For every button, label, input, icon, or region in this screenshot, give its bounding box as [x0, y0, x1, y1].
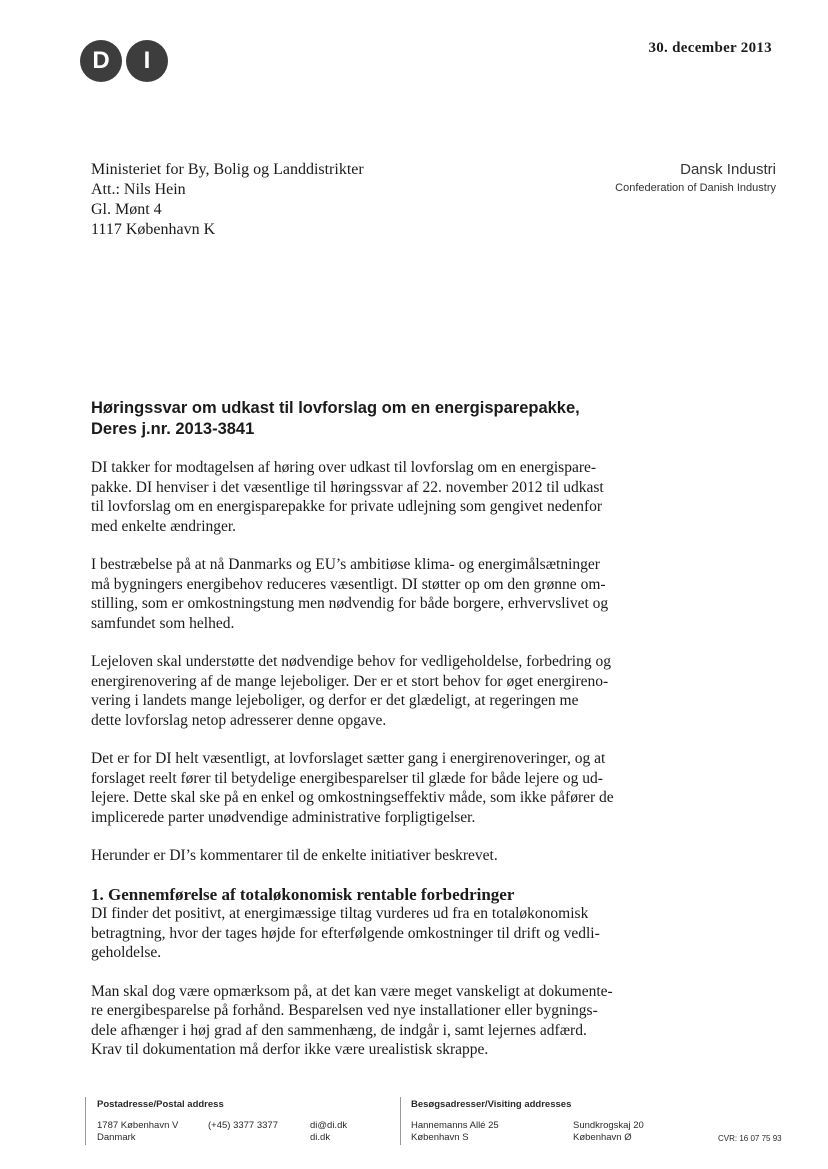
letter-footer — [0, 1093, 828, 1153]
subject-line: Deres j.nr. 2013-3841 — [91, 420, 255, 438]
visit2-street: Sundkrogskaj 20 — [573, 1120, 644, 1131]
letter-date: 30. december 2013 — [648, 40, 772, 56]
letter-body — [91, 458, 691, 1079]
website: di.dk — [310, 1132, 331, 1143]
letter-subject — [91, 398, 691, 440]
section-heading: 1. Gennemførelse af totaløkonomisk rentable forbedringer — [91, 884, 515, 904]
paragraph — [91, 749, 691, 827]
text-line: Krav til dokumentation må derfor ikke være urealistisk skrappe. — [91, 1041, 489, 1058]
text-line: stilling, som er omkostningstung men nødvendig for både borgere, erhvervslivet og — [91, 595, 609, 612]
text-line: DI takker for modtagelsen af høring over udkast til lovforslag om en energispare- — [91, 459, 597, 476]
text-line: dette lovforslag netop adresserer denne opgave. — [91, 711, 387, 729]
logo-letter-i: I — [126, 40, 168, 82]
text-line: dele afhænger i høj grad af den sammenhæng, de indgår i, samt lejernes adfærd. — [91, 1021, 587, 1039]
paragraph — [91, 652, 691, 730]
text-line: DI finder det positivt, at energimæssige tiltag vurderes ud fra en totaløkonomisk — [91, 905, 589, 922]
footer-divider — [85, 1097, 86, 1145]
company-block — [615, 160, 776, 196]
company-name: Dansk Industri — [680, 161, 776, 178]
visit1-city: København S — [411, 1132, 469, 1143]
visiting-heading: Besøgsadresser/Visiting addresses — [411, 1099, 572, 1110]
text-line: til lovforslag om en energisparepakke for private udlejning som gengivet nedenfor — [91, 498, 603, 515]
visit2-city: København Ø — [573, 1132, 632, 1143]
text-line: re energibesparelse på forhånd. Besparelsen ved nye installationer eller bygnings- — [91, 1002, 598, 1019]
text-line: geholdelse. — [91, 944, 162, 961]
recipient-address — [91, 160, 364, 240]
paragraph — [91, 846, 691, 866]
phone-number: (+45) 3377 3377 — [208, 1120, 278, 1131]
text-line: med enkelte ændringer. — [91, 517, 237, 535]
visit1-street: Hannemanns Allé 25 — [411, 1120, 499, 1131]
cvr-number: CVR: 16 07 75 93 — [718, 1134, 782, 1143]
text-line: pakke. DI henviser i det væsentlige til høringssvar af 22. november 2012 til udkast — [91, 478, 604, 496]
email-address: di@di.dk — [310, 1120, 348, 1131]
text-line: Man skal dog være opmærksom på, at det kan være meget vanskeligt at dokumente- — [91, 982, 613, 1000]
subject-line: Høringssvar om udkast til lovforslag om en energisparepakke, — [91, 399, 580, 417]
paragraph — [91, 904, 691, 963]
di-logo — [80, 40, 168, 82]
text-line: lejere. Dette skal ske på en enkel og omkostningseffektiv måde, som ikke påfører de — [91, 789, 614, 806]
recipient-line: Att.: Nils Hein — [91, 181, 186, 198]
postal-city: 1787 København V — [97, 1120, 179, 1131]
text-line: I bestræbelse på at nå Danmarks og EU’s ambitiøse klima- og energimålsætninger — [91, 556, 600, 573]
text-line: energirenovering af de mange lejeboliger. Der er et stort behov for øget energireno- — [91, 672, 609, 690]
text-line: Det er for DI helt væsentligt, at lovforslaget sætter gang i energirenoveringer, og at — [91, 750, 606, 767]
recipient-line: Gl. Mønt 4 — [91, 201, 162, 218]
company-subtitle: Confederation of Danish Industry — [615, 182, 776, 194]
text-line: implicerede parter unødvendige administrative forpligtigelser. — [91, 808, 476, 826]
paragraph — [91, 555, 691, 633]
text-line: forslaget reelt fører til betydelige energibesparelser til glæde for både lejere og ud- — [91, 769, 603, 787]
text-line: vering i landets mange lejeboliger, og derfor er det glædeligt, at regeringen me — [91, 692, 579, 709]
text-line: samfundet som helhed. — [91, 614, 235, 632]
logo-letter-d: D — [80, 40, 122, 82]
postal-country: Danmark — [97, 1132, 136, 1143]
text-line: Herunder er DI’s kommentarer til de enkelte initiativer beskrevet. — [91, 847, 498, 864]
paragraph — [91, 458, 691, 536]
text-line: Lejeloven skal understøtte det nødvendige behov for vedligeholdelse, forbedring og — [91, 653, 611, 670]
text-line: må bygningers energibehov reduceres væsentligt. DI støtter op om den grønne om- — [91, 575, 606, 593]
postal-heading: Postadresse/Postal address — [97, 1099, 224, 1110]
text-line: betragtning, hvor der tages højde for efterfølgende omkostninger til drift og vedli- — [91, 924, 600, 942]
recipient-line: Ministeriet for By, Bolig og Landdistrikter — [91, 161, 364, 178]
footer-divider — [400, 1097, 401, 1145]
recipient-line: 1117 København K — [91, 221, 216, 238]
paragraph — [91, 982, 691, 1060]
